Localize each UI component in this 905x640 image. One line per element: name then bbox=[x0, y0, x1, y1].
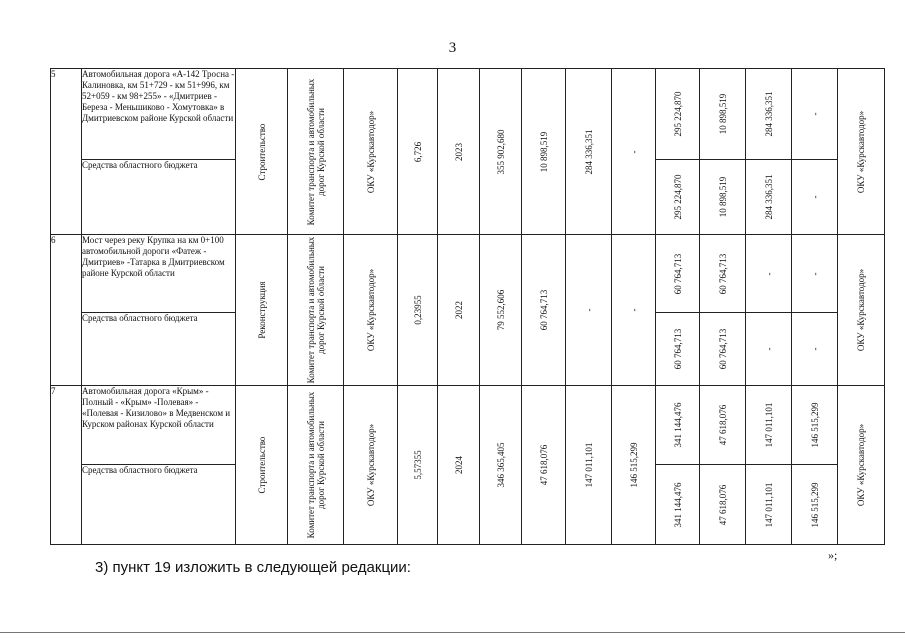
year3-cell bbox=[612, 386, 656, 545]
fin-top-cell bbox=[700, 69, 746, 160]
work-type-cell bbox=[236, 386, 288, 545]
work-type: Реконструкция bbox=[256, 281, 267, 339]
year-cell bbox=[438, 235, 480, 386]
budget-source: Средства областного бюджета bbox=[82, 465, 236, 545]
year3-amount: 146 515,299 bbox=[628, 442, 639, 488]
fin-top-cell bbox=[792, 235, 838, 313]
page-divider bbox=[0, 632, 905, 633]
recipient: ОКУ «Курскавтодор» bbox=[856, 423, 866, 507]
fin-bottom-cell bbox=[700, 465, 746, 545]
length: 5,57355 bbox=[412, 450, 423, 480]
year2-cell bbox=[566, 386, 612, 545]
page-number: 3 bbox=[448, 40, 457, 56]
fin-top-cell bbox=[792, 69, 838, 160]
total-cost-cell bbox=[480, 235, 522, 386]
fin-bottom-cell bbox=[746, 465, 792, 545]
executor: ОКУ «Курскавтодор» bbox=[365, 423, 376, 507]
length-cell bbox=[398, 386, 438, 545]
year: 2024 bbox=[453, 456, 464, 474]
fin-bottom-cell bbox=[656, 160, 700, 235]
customer: Комитет транспорта и автомобильных дорог Курской области bbox=[305, 78, 326, 225]
objects-table bbox=[50, 68, 885, 545]
year: 2022 bbox=[453, 301, 464, 319]
fin-year1: 60 764,713 bbox=[717, 328, 728, 370]
fin-top-cell bbox=[656, 69, 700, 160]
fin-year1: 10 898,519 bbox=[717, 93, 728, 135]
customer-cell bbox=[288, 386, 344, 545]
customer: Комитет транспорта и автомобильных дорог Курской области bbox=[305, 391, 326, 539]
work-type-cell bbox=[236, 235, 288, 386]
recipient-cell bbox=[838, 235, 885, 386]
total-cost-cell bbox=[480, 69, 522, 235]
executor-cell bbox=[344, 386, 398, 545]
year3-cell bbox=[612, 235, 656, 386]
year2-amount: - bbox=[583, 308, 594, 312]
table-row-6 bbox=[51, 235, 885, 313]
year-cell bbox=[438, 69, 480, 235]
fin-total: 341 144,476 bbox=[672, 402, 683, 448]
year2-amount: 147 011,101 bbox=[583, 442, 594, 488]
fin-bottom-cell bbox=[792, 160, 838, 235]
fin-year3: 146 515,299 bbox=[809, 402, 820, 448]
object-name: Автомобильная дорога «Крым» - Полный - «Крым» -Полевая» - «Полевая - Кизилово» в Медвенском и Курском районах Курской области bbox=[82, 386, 236, 465]
fin-top-cell bbox=[746, 235, 792, 313]
fin-bottom-cell bbox=[746, 160, 792, 235]
total-cost-cell bbox=[480, 386, 522, 545]
fin-year2: - bbox=[763, 347, 774, 351]
budget-source: Средства областного бюджета bbox=[82, 313, 236, 386]
fin-year2: 284 336,351 bbox=[763, 91, 774, 137]
fin-top-cell bbox=[656, 386, 700, 465]
recipient-cell bbox=[838, 386, 885, 545]
fin-bottom-cell bbox=[656, 313, 700, 386]
table-row-7 bbox=[51, 386, 885, 465]
year2-amount: 284 336,351 bbox=[583, 129, 594, 174]
year1-amount: 60 764,713 bbox=[538, 289, 549, 331]
executor: ОКУ «Курскавтодор» bbox=[365, 268, 376, 352]
fin-year1: 47 618,076 bbox=[717, 404, 728, 446]
fin-bottom-cell bbox=[700, 160, 746, 235]
year1-cell bbox=[522, 235, 566, 386]
fin-bottom-cell bbox=[792, 313, 838, 386]
customer-cell bbox=[288, 69, 344, 235]
fin-total: 60 764,713 bbox=[672, 253, 683, 294]
fin-bottom-cell bbox=[656, 465, 700, 545]
executor: ОКУ «Курскавтодор» bbox=[365, 110, 376, 193]
fin-year2: 147 011,101 bbox=[763, 402, 774, 448]
total-cost: 79 552,606 bbox=[495, 289, 506, 331]
customer-cell bbox=[288, 235, 344, 386]
table-row-5 bbox=[51, 69, 885, 160]
fin-total: 341 144,476 bbox=[672, 482, 683, 527]
fin-total: 295 224,870 bbox=[672, 91, 683, 137]
amendment-item-3: 3) пункт 19 изложить в следующей редакции: bbox=[95, 559, 411, 576]
recipient: ОКУ «Курскавтодор» bbox=[856, 268, 866, 352]
customer: Комитет транспорта и автомобильных дорог Курской области bbox=[305, 236, 326, 384]
fin-year1: 10 898,519 bbox=[717, 176, 728, 218]
total-cost: 355 902,680 bbox=[495, 129, 506, 174]
year-cell bbox=[438, 386, 480, 545]
fin-top-cell bbox=[700, 386, 746, 465]
year1-amount: 10 898,519 bbox=[538, 131, 549, 172]
length-cell bbox=[398, 69, 438, 235]
year3-cell bbox=[612, 69, 656, 235]
work-type: Строительство bbox=[256, 123, 267, 180]
fin-bottom-cell bbox=[746, 313, 792, 386]
fin-total: 295 224,870 bbox=[672, 174, 683, 220]
object-name: Мост через реку Крупка на км 0+100 автомобильной дороги «Фатеж - Дмитриев» -Татарка в Дмитриевском районе Курской области bbox=[82, 235, 236, 313]
year: 2023 bbox=[453, 142, 464, 161]
fin-bottom-cell bbox=[792, 465, 838, 545]
fin-year1: 47 618,076 bbox=[717, 484, 728, 525]
year1-cell bbox=[522, 386, 566, 545]
executor-cell bbox=[344, 235, 398, 386]
length: 6,726 bbox=[412, 141, 423, 162]
work-type-cell bbox=[236, 69, 288, 235]
length-cell bbox=[398, 235, 438, 386]
fin-year2: 284 336,351 bbox=[763, 174, 774, 220]
executor-cell bbox=[344, 69, 398, 235]
closing-quote: »; bbox=[828, 548, 838, 562]
fin-year3: - bbox=[809, 347, 820, 351]
recipient: ОКУ «Курскавтодор» bbox=[856, 110, 866, 193]
length: 0,23955 bbox=[412, 295, 423, 325]
fin-year2: 147 011,101 bbox=[763, 482, 774, 527]
object-name: Автомобильная дорога «А-142 Тросна - Калиновка, км 51+729 - км 51+996, км 52+059 - км 98+255» - «Дмитриев - Береза - Меньшиково - Хомутовка» в Дмитриевском районе Курской области bbox=[82, 69, 236, 160]
year3-amount: - bbox=[628, 150, 639, 153]
row-number: 5 bbox=[51, 69, 82, 235]
total-cost: 346 365,405 bbox=[495, 442, 506, 488]
fin-top-cell bbox=[792, 386, 838, 465]
fin-year2: - bbox=[763, 272, 774, 275]
work-type: Строительство bbox=[256, 436, 267, 494]
year2-cell bbox=[566, 235, 612, 386]
fin-year3: - bbox=[809, 195, 820, 199]
fin-year3: 146 515,299 bbox=[809, 482, 820, 527]
fin-total: 60 764,713 bbox=[672, 328, 683, 370]
recipient-cell bbox=[838, 69, 885, 235]
row-number: 6 bbox=[51, 235, 82, 386]
fin-bottom-cell bbox=[700, 313, 746, 386]
fin-top-cell bbox=[746, 386, 792, 465]
year3-amount: - bbox=[628, 308, 639, 312]
fin-year1: 60 764,713 bbox=[717, 253, 728, 294]
fin-top-cell bbox=[656, 235, 700, 313]
row-number: 7 bbox=[51, 386, 82, 545]
fin-year3: - bbox=[809, 272, 820, 275]
fin-top-cell bbox=[746, 69, 792, 160]
year1-cell bbox=[522, 69, 566, 235]
year1-amount: 47 618,076 bbox=[538, 444, 549, 486]
year2-cell bbox=[566, 69, 612, 235]
budget-source: Средства областного бюджета bbox=[82, 160, 236, 235]
fin-year3: - bbox=[809, 112, 820, 116]
fin-top-cell bbox=[700, 235, 746, 313]
